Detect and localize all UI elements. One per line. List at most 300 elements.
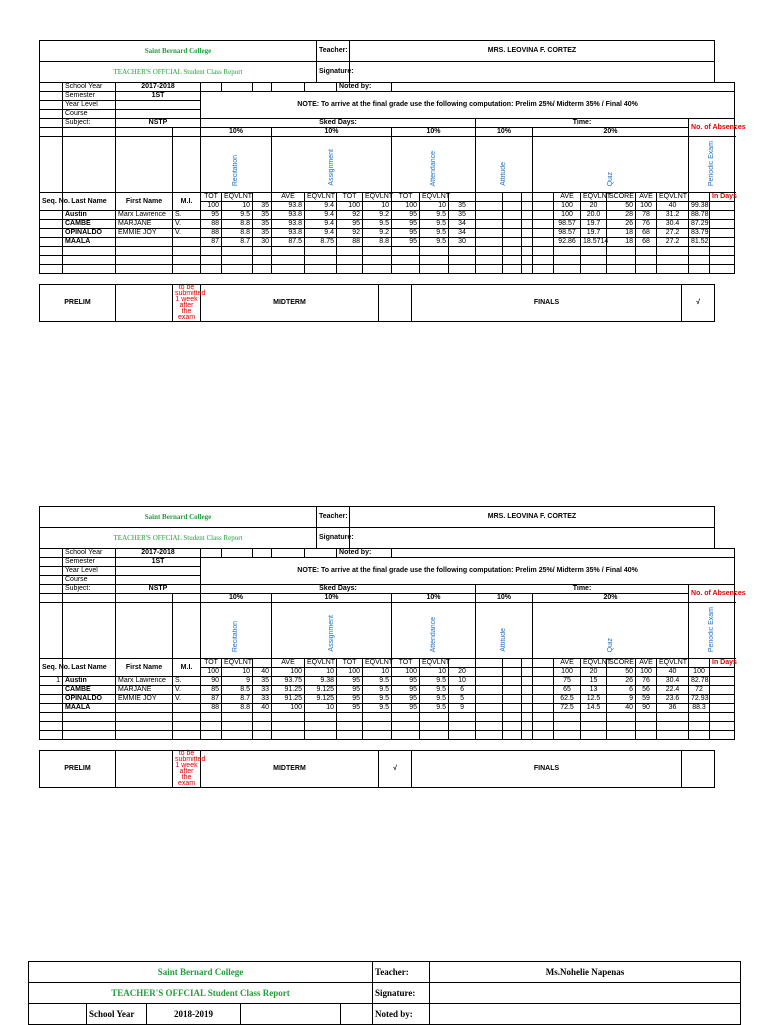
category-label [533,137,689,193]
max-score-value: 40 [657,668,689,677]
blank-cell [522,722,533,731]
grade-value: 88 [201,229,222,238]
absences-label: No. of Absences [689,585,735,603]
category-name: Attitude [500,628,508,652]
grade-value: 92 [337,229,363,238]
grade-value: 8.8 [222,704,253,713]
blank-cell [581,265,607,274]
grade-value: 87 [201,695,222,704]
max-score-value: 50 [607,668,636,677]
year-level-value [116,101,201,110]
max-score-value: 100 [201,202,222,211]
grade-value: 13 [581,686,607,695]
grade-value: 8.8 [222,220,253,229]
grade-value: 9.125 [305,695,337,704]
blank-cell [533,211,554,220]
blank-cell [533,668,554,677]
sked-days-label: Sked Days: [201,585,476,594]
blank-cell [63,265,116,274]
grade-value: 18 [607,238,636,247]
grade-value: 28 [607,211,636,220]
blank-cell [533,695,554,704]
blank-cell [29,1004,87,1025]
last-name: OPINALDO [63,695,116,704]
blank-cell [63,722,116,731]
max-score-value: 10 [420,202,449,211]
seq-number [40,686,63,695]
blank-cell [253,193,272,202]
finals-check [682,751,715,788]
signature-label: Signature: [317,62,350,83]
blank-cell [63,256,116,265]
blank-cell [554,731,581,740]
blank-cell [476,722,503,731]
blank-cell [63,247,116,256]
student-row [40,677,735,686]
max-score-value: 99.38 [689,202,710,211]
sub-heading: SCORE [607,659,636,668]
blank-cell [533,713,554,722]
report-header-table [39,506,715,549]
grade-value: 93.8 [272,220,305,229]
blank-cell [607,713,636,722]
middle-initial: S. [173,677,201,686]
grade-value: 9.5 [420,704,449,713]
blank-cell [476,229,503,238]
blank-cell [710,695,735,704]
grade-value: 75 [554,677,581,686]
grade-value: 72 [689,686,710,695]
column-heading: Seq. No. [40,659,63,677]
blank-cell [253,247,272,256]
grade-value: 30 [253,238,272,247]
blank-cell [533,247,554,256]
blank-cell [63,731,116,740]
category-label [689,603,735,659]
blank-cell [503,659,522,668]
report-sheet-3 [28,961,740,1025]
sub-heading: TOT [392,659,420,668]
school-year-label: School Year [87,1004,147,1025]
grade-value: 100 [272,704,305,713]
blank-cell [40,83,63,92]
semester-value: 1ST [116,558,201,567]
noted-by-field[interactable] [392,549,735,558]
max-score-value: 100 [337,668,363,677]
grade-value: 59 [636,695,657,704]
teacher-label: Teacher: [373,962,430,983]
blank-cell [449,265,476,274]
report-title: TEACHER'S OFFCIAL Student Class Report [40,528,317,549]
blank-cell [449,193,476,202]
blank-cell [305,256,337,265]
blank-cell [533,238,554,247]
semester-label: Semester [63,558,116,567]
blank-cell [710,722,735,731]
grade-value: 35 [253,211,272,220]
grade-value: 76 [636,220,657,229]
max-score-value: 20 [449,668,476,677]
grade-value: 34 [449,220,476,229]
category-name: Assignment [327,615,335,652]
blank-cell [116,247,173,256]
sub-heading: EQVLNT [222,659,253,668]
grade-value: 95 [337,686,363,695]
first-name: Marx Lawrence [116,677,173,686]
blank-cell [173,722,201,731]
blank-cell [607,722,636,731]
grade-value: 9.5 [420,229,449,238]
blank-cell [63,137,116,193]
blank-cell [636,265,657,274]
grade-value: 83.79 [689,229,710,238]
blank-cell [116,285,173,322]
blank-cell [554,247,581,256]
max-score-value: 100 [337,202,363,211]
first-name: EMMIE JOY [116,695,173,704]
report-sheet-2 [39,506,746,788]
grade-value: 33 [253,686,272,695]
student-row [40,704,735,713]
weight-percent: 10% [392,128,476,137]
blank-cell [476,220,503,229]
blank-cell [272,83,305,92]
blank-cell [201,549,222,558]
blank-cell [636,722,657,731]
blank-cell [63,713,116,722]
blank-cell [689,247,710,256]
blank-cell [173,247,201,256]
blank-cell [222,722,253,731]
grade-value: 95 [337,704,363,713]
grade-value: 20.0 [581,211,607,220]
signature-field[interactable] [350,62,715,83]
grade-value: 87.29 [689,220,710,229]
grade-value: 95 [337,220,363,229]
sub-heading: EQVLNT [420,193,449,202]
blank-cell [305,731,337,740]
report-sheet-1 [39,40,746,322]
max-score-value: 100 [689,668,710,677]
category-name: Quiz [606,637,614,652]
blank-cell [116,722,173,731]
blank-cell [710,265,735,274]
blank-cell [173,265,201,274]
blank-cell [533,229,554,238]
blank-cell [222,247,253,256]
blank-cell [533,677,554,686]
blank-cell [420,722,449,731]
blank-cell [533,731,554,740]
column-heading: M.I. [173,659,201,677]
grade-value: 9.4 [305,211,337,220]
blank-cell [503,731,522,740]
first-name [116,238,173,247]
semester-label: Semester [63,92,116,101]
seq-number [40,238,63,247]
grade-value: 10 [449,677,476,686]
blank-cell [522,704,533,713]
middle-initial: S. [173,211,201,220]
grade-value: 98.57 [554,229,581,238]
blank-cell [222,731,253,740]
grade-value: 88 [201,220,222,229]
blank-cell [116,594,173,603]
blank-cell [522,229,533,238]
blank-cell [476,238,503,247]
grade-value: 87.5 [272,238,305,247]
sub-heading: AVE [272,659,305,668]
category-label [476,137,533,193]
sub-heading: EQVLNT [222,193,253,202]
grade-value: 9.5 [363,695,392,704]
signature-field[interactable] [350,528,715,549]
midterm-label: MIDTERM [201,285,379,322]
blank-cell [554,713,581,722]
grade-value: 95 [201,211,222,220]
max-score-value: 100 [636,202,657,211]
finals-check: √ [682,285,715,322]
blank-cell [116,137,173,193]
blank-cell [710,731,735,740]
max-score-value: 10 [420,668,449,677]
grade-value: 72.93 [689,695,710,704]
noted-by-field[interactable] [392,83,735,92]
sub-heading: EQVLNT [581,659,607,668]
category-label [272,603,392,659]
blank-cell [449,256,476,265]
blank-cell [533,722,554,731]
sub-heading: EQVLNT [363,193,392,202]
blank-cell [476,677,503,686]
blank-cell [305,713,337,722]
midterm-check: √ [379,751,412,788]
grade-value: 9.2 [363,229,392,238]
grade-value: 93.8 [272,229,305,238]
blank-cell [392,247,420,256]
signature-field[interactable] [430,983,741,1004]
subject-value: NSTP [116,585,201,594]
blank-cell [503,220,522,229]
blank-cell [533,193,554,202]
grade-value: 95 [392,695,420,704]
noted-by-field[interactable] [430,1004,741,1025]
time-label: Time: [476,119,689,128]
grade-value: 9.125 [305,686,337,695]
grade-value: 9.5 [420,686,449,695]
sub-heading: AVE [554,659,581,668]
blank-cell [116,603,173,659]
student-row [40,238,735,247]
grade-value: 95 [392,686,420,695]
category-name: Attendance [429,616,437,652]
category-name: Periodic Exam [707,140,715,186]
blank-cell [363,247,392,256]
report-header-table [39,40,715,83]
teacher-label: Teacher: [317,41,350,62]
blank-cell [689,256,710,265]
blank-cell [40,247,63,256]
grade-value: 68 [636,229,657,238]
grade-value: 6 [607,686,636,695]
blank-cell [201,247,222,256]
blank-cell [272,256,305,265]
sked-days-label: Sked Days: [201,119,476,128]
grade-value: 95 [337,695,363,704]
grade-value: 9.5 [222,211,253,220]
sub-heading: AVE [554,193,581,202]
blank-cell [533,686,554,695]
weight-percent: 10% [476,128,533,137]
blank-cell [449,659,476,668]
max-score-value: 35 [449,202,476,211]
finals-label: FINALS [412,751,682,788]
blank-cell [607,265,636,274]
blank-cell [40,576,63,585]
blank-cell [522,686,533,695]
school-year-value: 2018-2019 [147,1004,241,1025]
grade-value: 8.75 [305,238,337,247]
grade-value: 19.7 [581,229,607,238]
blank-cell [522,193,533,202]
grades-table [39,548,746,740]
grade-value: 100 [554,211,581,220]
blank-cell [420,713,449,722]
weight-percent: 20% [533,594,689,603]
grade-value: 18.5714 [581,238,607,247]
blank-cell [554,265,581,274]
grade-value: 65 [554,686,581,695]
middle-initial [173,238,201,247]
school-year-value: 2017-2018 [116,83,201,92]
seq-number [40,220,63,229]
blank-cell [420,265,449,274]
grade-value: 9.5 [420,677,449,686]
blank-cell [40,722,63,731]
blank-cell [40,558,63,567]
blank-cell [363,722,392,731]
school-year-value: 2017-2018 [116,549,201,558]
first-name [116,704,173,713]
blank-cell [173,731,201,740]
blank-cell [222,256,253,265]
blank-cell [503,193,522,202]
first-name: MARJANE [116,686,173,695]
student-row [40,695,735,704]
blank-cell [522,677,533,686]
last-name: OPINALDO [63,229,116,238]
blank-cell [503,704,522,713]
blank-cell [201,731,222,740]
blank-cell [710,668,735,677]
grade-value: 9.5 [363,220,392,229]
grade-value: 26 [607,220,636,229]
blank-cell [636,731,657,740]
submit-note: to be submitted 1 week after the exam [173,285,201,322]
blank-cell [503,202,522,211]
blank-cell [253,659,272,668]
blank-cell [476,193,503,202]
blank-cell [116,713,173,722]
blank-cell [689,265,710,274]
max-score-value: 40 [657,202,689,211]
category-label [272,137,392,193]
grade-value: 35 [253,677,272,686]
subject-label: Subject: [63,585,116,594]
last-name: Austin [63,677,116,686]
blank-cell [476,265,503,274]
year-level-value [116,567,201,576]
blank-cell [554,722,581,731]
blank-cell [503,229,522,238]
year-level-label: Year Level [63,567,116,576]
blank-cell [253,549,272,558]
grade-value: 88 [337,238,363,247]
max-score-value: 10 [363,202,392,211]
blank-cell [392,722,420,731]
blank-cell [337,713,363,722]
category-label [392,137,476,193]
category-label [392,603,476,659]
max-score-value: 35 [253,202,272,211]
weight-percent: 20% [533,128,689,137]
grade-value: 87 [201,238,222,247]
grade-value: 88 [201,704,222,713]
grade-value: 15 [581,677,607,686]
seq-number [40,695,63,704]
blank-cell [503,722,522,731]
sub-heading: AVE [636,193,657,202]
max-score-value: 100 [636,668,657,677]
blank-cell [710,256,735,265]
blank-cell [173,603,201,659]
seq-number [40,704,63,713]
course-label: Course [63,576,116,585]
blank-cell [607,256,636,265]
max-score-value: 10 [222,202,253,211]
blank-cell [449,722,476,731]
blank-cell [522,202,533,211]
sub-heading: SCORE [607,193,636,202]
blank-cell [710,713,735,722]
grade-value: 93.75 [272,677,305,686]
grade-value: 27.2 [657,229,689,238]
blank-cell [689,659,710,668]
blank-cell [253,731,272,740]
grade-value: 9.5 [363,677,392,686]
grade-value: 88.78 [689,211,710,220]
empty-row [40,722,735,731]
blank-cell [533,256,554,265]
blank-cell [116,128,173,137]
grade-value: 31.2 [657,211,689,220]
blank-cell [420,247,449,256]
blank-cell [710,677,735,686]
grade-value: 9.5 [363,704,392,713]
grade-value: 95 [392,211,420,220]
blank-cell [337,265,363,274]
grade-value: 23.6 [657,695,689,704]
blank-cell [503,686,522,695]
course-value [116,110,201,119]
in-days-label: In Days [710,659,735,668]
college-name: Saint Bernard College [40,507,317,528]
category-name: Periodic Exam [707,606,715,652]
grade-value: 40 [607,704,636,713]
blank-cell [710,211,735,220]
grade-value: 95 [392,238,420,247]
blank-cell [173,713,201,722]
